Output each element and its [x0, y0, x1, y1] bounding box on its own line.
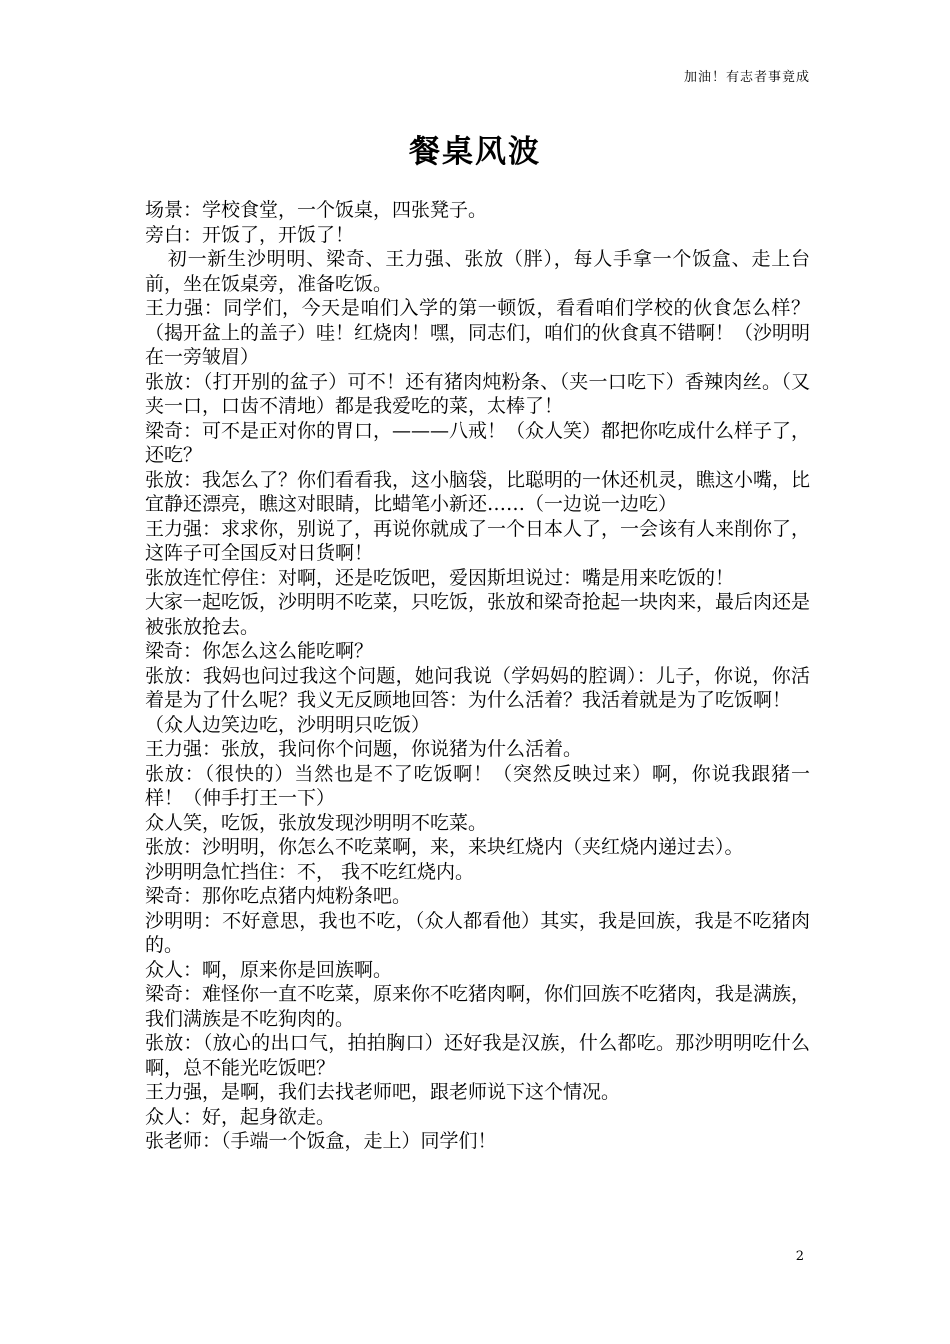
paragraph: 大家一起吃饭，沙明明不吃菜，只吃饭，张放和梁奇抢起一块肉来，最后肉还是被张放抢去。: [145, 591, 811, 638]
script-body: [145, 198, 810, 1154]
paragraph: 张放连忙停住：对啊，还是吃饭吧，爱因斯坦说过：嘴是用来吃饭的！: [145, 566, 735, 589]
paragraph: 初一新生沙明明、梁奇、王力强、张放（胖），每人手拿一个饭盒、走上台前，坐在饭桌旁，准备吃饭。: [145, 248, 810, 295]
paragraph: 张放：我妈也问过我这个问题，她问我说（学妈妈的腔调）：儿子，你说，你活着是为了什么呢？我义无反顾地回答：为什么活着？我活着就是为了吃饭啊！: [145, 664, 810, 711]
paragraph: 张放：沙明明，你怎么不吃菜啊，来，来块红烧内（夹红烧内递过去）。: [145, 836, 744, 858]
paragraph: 梁奇：可不是正对你的胃口，———八戒！（众人笑）都把你吃成什么样子了，还吃？: [145, 419, 811, 466]
paragraph: 众人：好，起身欲走。: [145, 1105, 336, 1128]
paragraph: 梁奇：难怪你一直不吃菜，原来你不吃猪肉啊，你们回族不吃猪肉，我是满族，我们满族是不吃狗肉的。: [145, 983, 811, 1030]
paragraph: 王力强，是啊，我们去找老师吧，跟老师说下这个情况。: [145, 1081, 621, 1103]
paragraph: 沙明明：不好意思，我也不吃，（众人都看他）其实，我是回族，我是不吃猪肉的。: [145, 909, 810, 956]
paragraph: 张放：我怎么了？你们看看我，这小脑袋，比聪明的一休还机灵，瞧这小嘴，比宜静还漂亮，瞧这对眼睛，比蜡笔小新还……（一边说一边吃）: [145, 468, 811, 515]
paragraph: 张老师：（手端一个饭盒，走上）同学们！: [145, 1130, 497, 1152]
paragraph: 王力强：张放，我问你个问题，你说猪为什么活着。: [145, 738, 583, 760]
paragraph: 张放：（很快的）当然也是不了吃饭啊！（突然反映过来）啊，你说我跟猪一样！（伸手打王一下）: [145, 762, 810, 809]
paragraph: 沙明明急忙挡住：不， 我不吃红烧内。: [145, 860, 475, 883]
paragraph: 众人：啊，原来你是回族啊。: [145, 958, 393, 981]
paragraph: 旁白：开饭了，开饭了！: [145, 223, 355, 246]
paragraph: 张放：（放心的出口气，拍拍胸口）还好我是汉族，什么都吃。那沙明明吃什么啊，总不能光吃饭吧？: [145, 1032, 810, 1079]
header-motto: 加油！有志者事竟成: [683, 70, 810, 85]
paragraph: 众人笑，吃饭，张放发现沙明明不吃菜。: [145, 811, 488, 834]
page-number: 2: [795, 1249, 804, 1264]
paragraph: 场景：学校食堂，一个饭桌，四张凳子。: [145, 199, 488, 221]
paragraph: 王力强：同学们，今天是咱们入学的第一顿饭，看看咱们学校的伙食怎么样？（揭开盆上的盖子）哇！红烧肉！嘿，同志们，咱们的伙食真不错啊！（沙明明在一旁皱眉）: [145, 297, 811, 368]
paragraph: 张放：（打开别的盆子）可不！还有猪肉炖粉条、（夹一口吃下）香辣肉丝。（又夹一口，口齿不清地）都是我爱吃的菜，太棒了！: [145, 370, 810, 417]
paragraph: 王力强：求求你，别说了，再说你就成了一个日本人了，一会该有人来削你了，这阵子可全国反对日货啊！: [145, 517, 811, 564]
paragraph: （众人边笑边吃，沙明明只吃饭）: [145, 713, 431, 736]
paragraph: 梁奇：你怎么这么能吃啊？: [145, 640, 374, 662]
paragraph: 梁奇：那你吃点猪内炖粉条吧。: [145, 885, 412, 907]
page-title: 餐桌风波: [409, 134, 541, 170]
